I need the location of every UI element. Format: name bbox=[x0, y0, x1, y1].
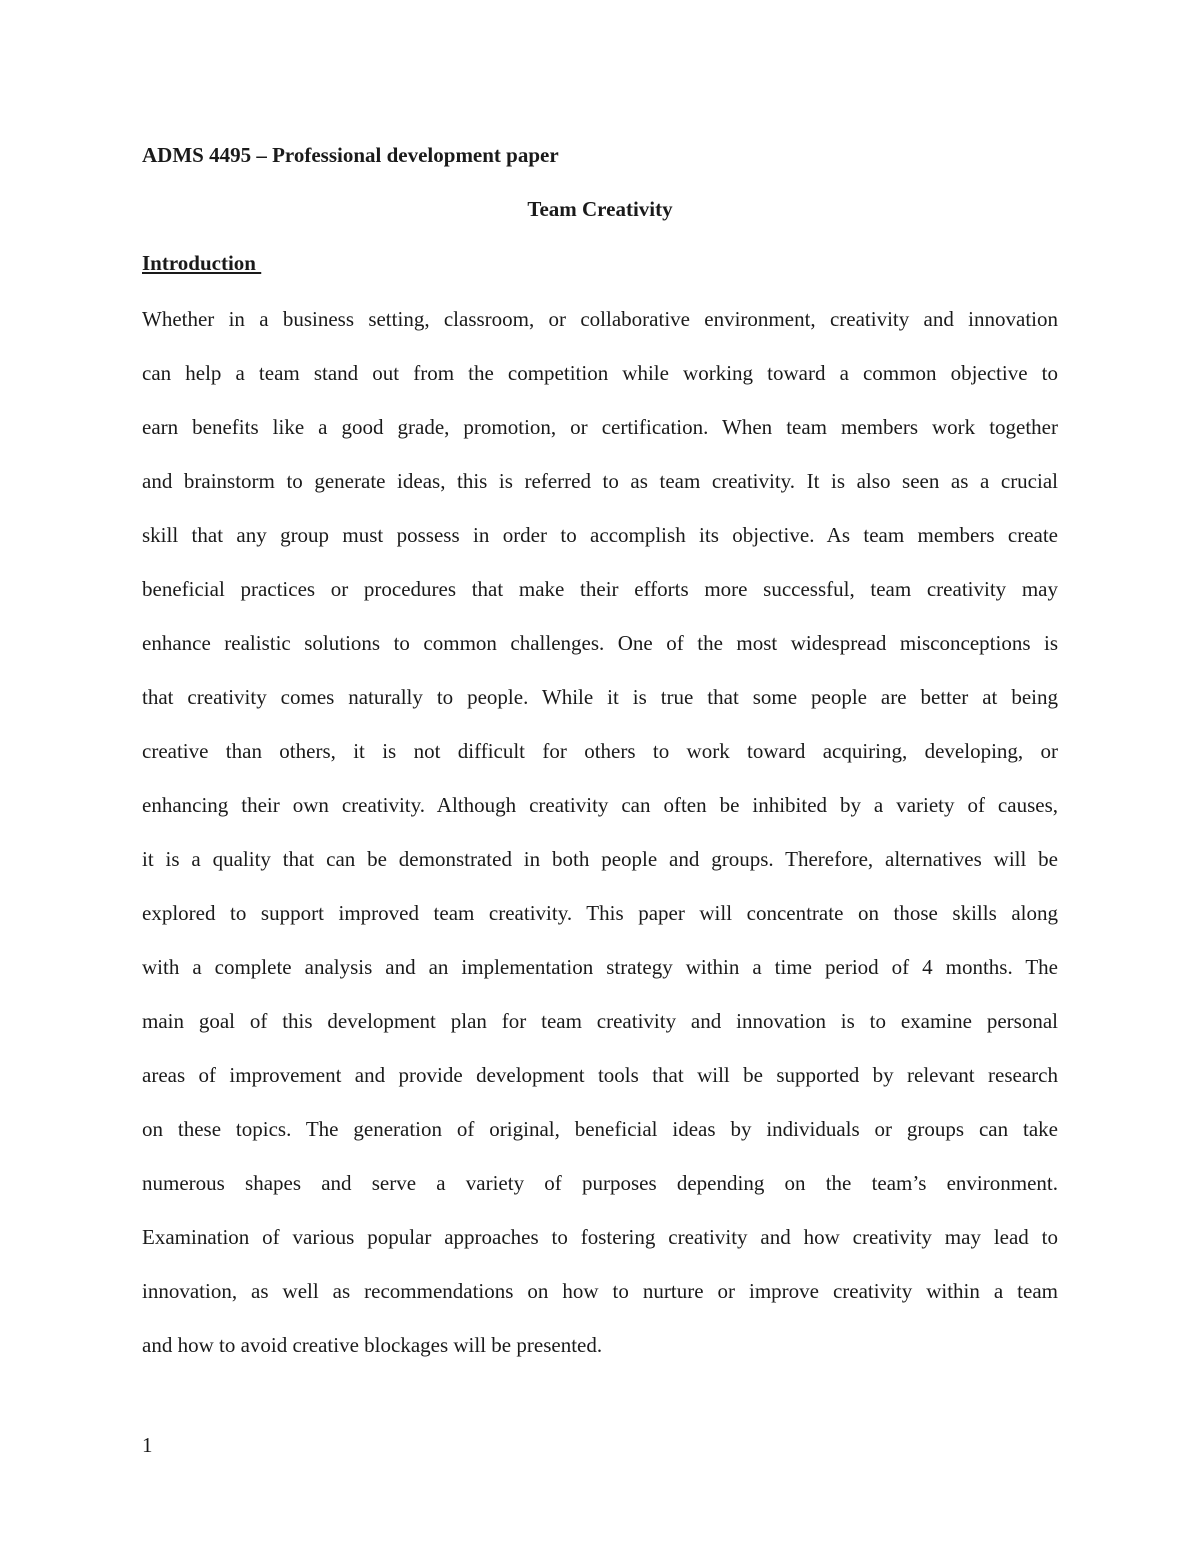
paragraph-line: it is a quality that can be demonstrated in both people and groups. Therefore, alternatives will be bbox=[142, 847, 1058, 871]
document-title: Team Creativity bbox=[527, 197, 673, 221]
paragraph-line: with a complete analysis and an implementation strategy within a time period of 4 months. The bbox=[142, 955, 1058, 979]
section-heading: Introduction bbox=[142, 251, 262, 275]
paragraph-line: explored to support improved team creativity. This paper will concentrate on those skills along bbox=[142, 901, 1058, 925]
paragraph-line: that creativity comes naturally to people. While it is true that some people are better at being bbox=[142, 685, 1058, 709]
paragraph-line: and how to avoid creative blockages will be presented. bbox=[142, 1333, 603, 1357]
document-header: ADMS 4495 – Professional development paper bbox=[142, 143, 559, 167]
paragraph-line: innovation, as well as recommendations on how to nurture or improve creativity within a team bbox=[142, 1279, 1058, 1303]
paragraph-line: beneficial practices or procedures that make their efforts more successful, team creativity may bbox=[142, 577, 1058, 601]
paragraph-line: Whether in a business setting, classroom, or collaborative environment, creativity and innovation bbox=[142, 307, 1058, 331]
page-number: 1 bbox=[142, 1433, 153, 1457]
paragraph-line: numerous shapes and serve a variety of purposes depending on the team’s environment. bbox=[142, 1171, 1058, 1195]
paragraph-line: earn benefits like a good grade, promotion, or certification. When team members work together bbox=[142, 415, 1058, 439]
paragraph-line: and brainstorm to generate ideas, this is referred to as team creativity. It is also seen as a crucial bbox=[142, 469, 1058, 493]
paragraph-line: Examination of various popular approaches to fostering creativity and how creativity may lead to bbox=[142, 1225, 1058, 1249]
paragraph-line: on these topics. The generation of original, beneficial ideas by individuals or groups can take bbox=[142, 1117, 1058, 1141]
paragraph-line: skill that any group must possess in order to accomplish its objective. As team members create bbox=[142, 523, 1058, 547]
paragraph-line: enhance realistic solutions to common challenges. One of the most widespread misconceptions is bbox=[142, 631, 1058, 655]
paragraph-line: enhancing their own creativity. Although creativity can often be inhibited by a variety of causes, bbox=[142, 793, 1058, 817]
paragraph-line: creative than others, it is not difficult for others to work toward acquiring, developing, or bbox=[142, 739, 1058, 763]
paragraph-line: main goal of this development plan for team creativity and innovation is to examine personal bbox=[142, 1009, 1058, 1033]
paragraph-line: can help a team stand out from the competition while working toward a common objective to bbox=[142, 361, 1058, 385]
paragraph-line: areas of improvement and provide development tools that will be supported by relevant research bbox=[142, 1063, 1058, 1087]
